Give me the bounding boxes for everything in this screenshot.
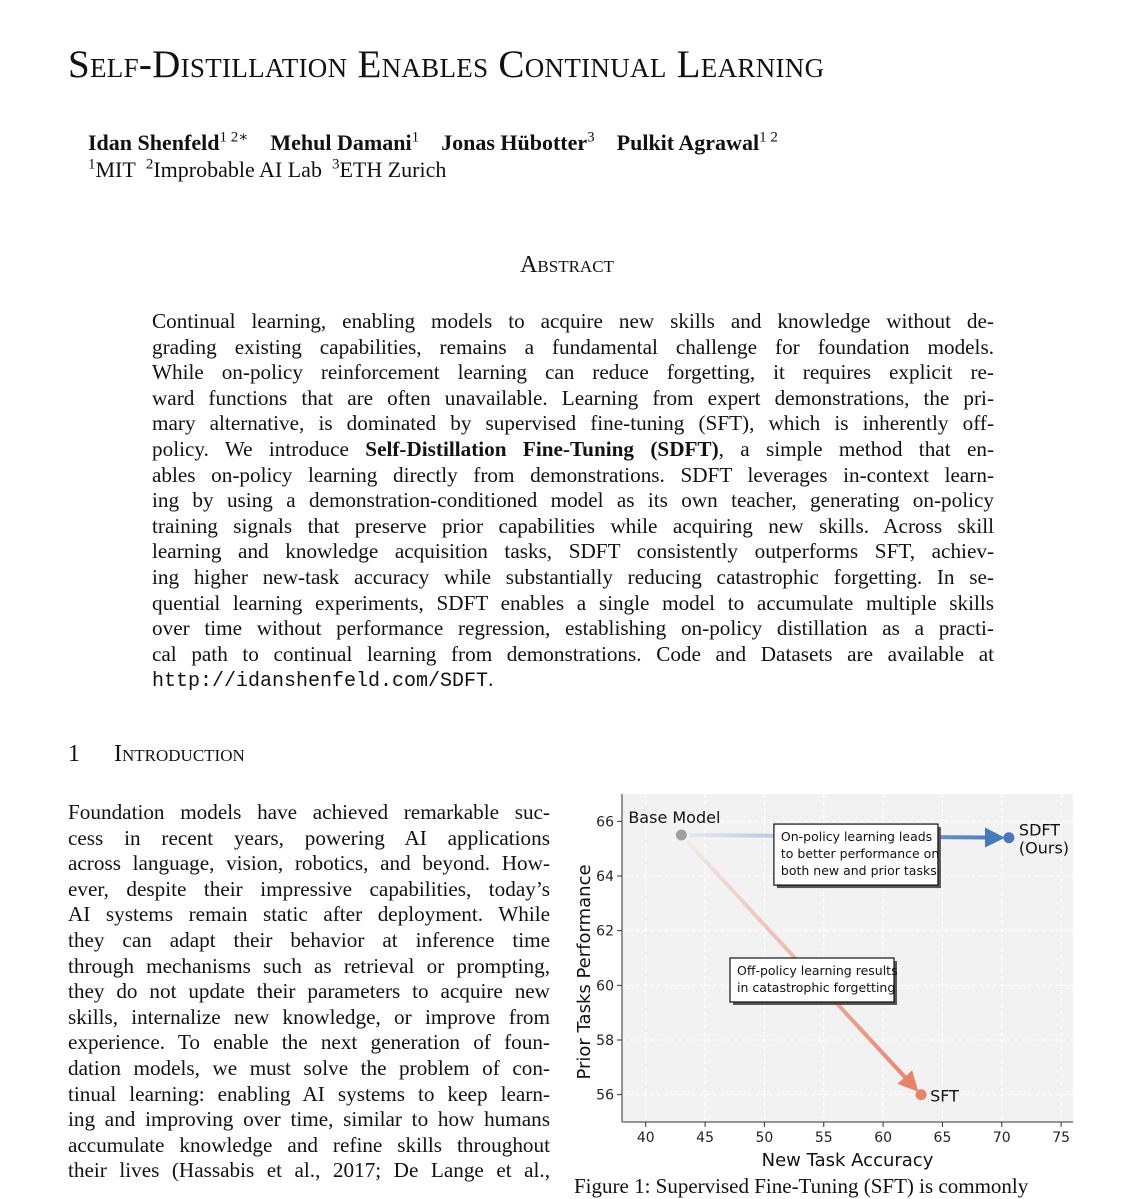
section-title: Introduction (114, 741, 245, 767)
abstract-line: Continual learning, enabling models to acquire new skills and knowledge without de- (152, 309, 994, 333)
affiliation-list (88, 157, 456, 183)
abstract-line: over time without performance regression, establishing on-policy distillation as a practi- (152, 616, 994, 641)
y-tick-label: 60 (596, 978, 614, 995)
intro-line: through mechanisms such as retrieval or prompting, (68, 953, 550, 978)
affiliation-2 (332, 157, 446, 182)
y-tick-label: 64 (596, 869, 614, 885)
point-base-model (676, 830, 687, 841)
x-axis-label: New Task Accuracy (761, 1150, 934, 1171)
abstract-line: learning and knowledge acquisition tasks, SDFT consistently outperforms SFT, achiev- (152, 539, 994, 564)
author-0 (88, 130, 248, 155)
abstract-url-line (152, 667, 994, 693)
author-list (88, 128, 800, 156)
section-heading-introduction (68, 741, 245, 768)
point-label-line: SFT (930, 1086, 959, 1106)
author-affiliation-mark: 1 2 (759, 130, 778, 146)
abstract-line: ing higher new-task accuracy while substantially reducing catastrophic forgetting. In se- (152, 564, 994, 589)
point-sdft (1003, 832, 1014, 843)
author-1 (270, 130, 419, 155)
abstract-line: cal path to continual learning from demonstrations. Code and Datasets are available at (152, 641, 994, 666)
abstract-line: mary alternative, is dominated by supervised fine-tuning (SFT), which is inherently off- (152, 411, 994, 436)
x-tick-label: 70 (992, 1130, 1011, 1146)
annotation-line: On-policy learning leads (780, 829, 933, 845)
intro-line: across language, vision, robotics, and beyond. How- (68, 851, 550, 876)
author-name: Jonas Hübotter (441, 130, 588, 156)
affiliation-name: ETH Zurich (339, 157, 447, 183)
abstract-heading: Abstract (520, 252, 614, 278)
abstract-line: ing by using a demonstration-conditioned model as its own teacher, generating on-policy (152, 488, 994, 513)
annotation-line: to better performance on (780, 846, 940, 862)
abstract-line: ables on-policy learning directly from demonstrations. SDFT leverages in-context learn- (152, 462, 994, 487)
figure-caption: Figure 1: Supervised Fine-Tuning (SFT) is commonly (574, 1174, 1029, 1198)
x-tick-label: 45 (696, 1130, 714, 1146)
point-label-line: Base Model (628, 808, 721, 827)
author-3 (617, 130, 778, 155)
abstract-line: training signals that preserve prior capabilities while acquiring new skills. Across skill (152, 513, 994, 538)
x-tick-label: 50 (755, 1130, 774, 1146)
intro-line: skills, internalize new knowledge, or improve from (68, 1004, 550, 1029)
annotation-line: in catastrophic forgetting (737, 980, 896, 995)
author-name: Pulkit Agrawal (616, 130, 760, 156)
x-tick-label: 65 (933, 1130, 952, 1146)
affiliation-name: Improbable AI Lab (153, 157, 322, 183)
author-affiliation-mark: 1 (411, 130, 420, 146)
author-2 (441, 130, 595, 155)
intro-line: ever, despite their impressive capabilities, today’s (68, 876, 550, 901)
affiliation-mark: 3 (331, 157, 340, 173)
point-sft (916, 1089, 927, 1100)
annotation-line: Off-policy learning results (737, 963, 898, 978)
affiliation-mark: 2 (145, 157, 154, 173)
y-tick-label: 66 (596, 814, 614, 831)
point-label-line: (Ours) (1018, 838, 1070, 858)
intro-line: AI systems remain static after deployment. While (68, 902, 550, 927)
paper-title: Self-Distillation Enables Continual Learning (68, 43, 825, 86)
abstract-text: , a simple method that en- (718, 436, 994, 461)
method-name: Self-Distillation Fine-Tuning (SDFT) (365, 436, 719, 461)
chart-svg (568, 786, 1088, 1186)
intro-line: tinual learning: enabling AI systems to keep learn- (68, 1081, 550, 1106)
intro-line: Foundation models have achieved remarkable suc- (68, 800, 550, 824)
x-tick-label: 75 (1052, 1130, 1071, 1146)
y-axis-label: Prior Tasks Performance (574, 864, 595, 1080)
figure-1-chart (568, 786, 1088, 1186)
abstract-line: While on-policy reinforcement learning can reduce forgetting, it requires explicit re- (152, 360, 994, 385)
affiliation-1 (146, 157, 322, 182)
author-affiliation-mark: 3 (587, 130, 595, 146)
point-label-line: SDFT (1018, 820, 1061, 840)
x-tick-label: 55 (814, 1130, 833, 1146)
author-name: Idan Shenfeld (88, 130, 220, 156)
intro-line: they can adapt their behavior at inference time (68, 927, 550, 952)
point-label (628, 808, 720, 827)
author-affiliation-mark: 1 2∗ (219, 130, 249, 146)
y-tick-label: 58 (596, 1033, 614, 1049)
affiliation-mark: 1 (88, 157, 96, 173)
abstract-text: policy. We introduce (152, 436, 366, 461)
section-number: 1 (68, 741, 80, 767)
point-label (930, 1087, 959, 1106)
x-tick-label: 40 (636, 1130, 655, 1146)
introduction-body (68, 800, 550, 1184)
x-tick-label: 60 (874, 1130, 893, 1146)
annotation-text (781, 829, 939, 878)
abstract-line: grading existing capabilities, remains a fundamental challenge for foundation models. (152, 334, 994, 359)
intro-line: their lives (Hassabis et al., 2017; De Lange et al., (68, 1158, 550, 1183)
author-name: Mehul Damani (270, 130, 412, 156)
affiliation-name: MIT (95, 157, 136, 183)
intro-line: dation models, we must solve the problem of con- (68, 1055, 550, 1080)
intro-line: accumulate knowledge and refine skills throughout (68, 1132, 550, 1157)
abstract-line: quential learning experiments, SDFT enables a single model to accumulate multiple skills (152, 590, 994, 615)
intro-line: ing and improving over time, similar to how humans (68, 1107, 550, 1132)
abstract-line: ward functions that are often unavailable. Learning from expert demonstrations, the pri- (152, 385, 994, 410)
intro-line: cess in recent years, powering AI applications (68, 825, 550, 850)
code-link[interactable]: http://idanshenfeld.com/SDFT (152, 670, 489, 694)
abstract-body (152, 309, 994, 693)
annotation-line: both new and prior tasks (780, 863, 937, 879)
abstract-line (152, 437, 994, 463)
y-tick-label: 56 (596, 1087, 614, 1104)
y-tick-label: 62 (596, 923, 614, 940)
intro-line: experience. To enable the next generation of foun- (68, 1030, 550, 1055)
intro-line: they do not update their parameters to acquire new (68, 979, 550, 1004)
sentence-period: . (488, 667, 494, 692)
affiliation-0 (88, 157, 136, 182)
